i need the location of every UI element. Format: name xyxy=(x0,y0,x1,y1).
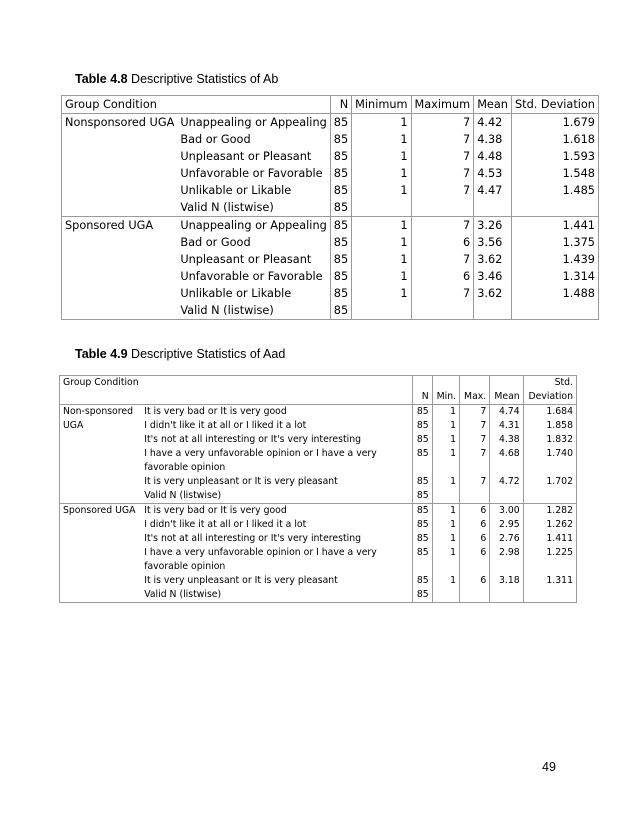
table-row xyxy=(62,268,599,285)
cell-minimum: 1 xyxy=(352,251,411,268)
header-min xyxy=(432,376,459,405)
header-mean-label: Mean xyxy=(494,391,520,402)
cell-min: 1 xyxy=(432,419,459,433)
cell-mean: 2.76 xyxy=(490,532,523,546)
cell-item: I didn't like it at all or I liked it a lot xyxy=(144,420,307,431)
cell-maximum: 7 xyxy=(411,285,474,302)
cell-maximum: 7 xyxy=(411,165,474,182)
cell-group xyxy=(62,131,178,148)
cell-minimum: 1 xyxy=(352,182,411,199)
cell-n: 85 xyxy=(330,131,351,148)
cell-n: 85 xyxy=(413,518,432,532)
cell-item: Bad or Good xyxy=(180,236,251,249)
cell-item: I have a very unfavorable opinion or I have a very favorable opinion xyxy=(144,448,377,473)
table-row xyxy=(60,475,577,489)
cell-std-deviation: 1.858 xyxy=(523,419,576,433)
header-mean: Mean xyxy=(474,96,512,114)
table-4-8 xyxy=(61,95,599,320)
cell-min xyxy=(432,588,459,603)
cell-group xyxy=(62,234,178,251)
cell-n: 85 xyxy=(330,268,351,285)
cell-n: 85 xyxy=(413,532,432,546)
cell-min: 1 xyxy=(432,433,459,447)
cell-n: 85 xyxy=(330,165,351,182)
table-row xyxy=(62,251,599,268)
cell-max: 7 xyxy=(460,433,490,447)
header-std-deviation xyxy=(523,376,576,405)
cell-minimum: 1 xyxy=(352,234,411,251)
cell-minimum xyxy=(352,302,411,320)
cell-item: Unfavorable or Favorable xyxy=(180,270,323,283)
cell-min: 1 xyxy=(432,475,459,489)
table-header-row xyxy=(62,96,599,114)
cell-max: 7 xyxy=(460,419,490,433)
cell-mean: 3.62 xyxy=(474,285,512,302)
cell-minimum: 1 xyxy=(352,114,411,132)
cell-min xyxy=(432,489,459,504)
cell-group xyxy=(60,489,142,504)
cell-mean: 3.00 xyxy=(490,504,523,519)
table-4-8-title: Descriptive Statistics of Ab xyxy=(127,72,279,86)
cell-maximum: 6 xyxy=(411,234,474,251)
cell-max xyxy=(460,489,490,504)
header-n-label: N xyxy=(421,391,429,402)
cell-n: 85 xyxy=(330,285,351,302)
cell-mean: 3.26 xyxy=(474,217,512,235)
cell-n: 85 xyxy=(413,574,432,588)
cell-std-deviation: 1.832 xyxy=(523,433,576,447)
table-row xyxy=(60,433,577,447)
cell-group xyxy=(62,251,178,268)
table-row xyxy=(60,574,577,588)
cell-std-deviation xyxy=(523,588,576,603)
cell-max xyxy=(460,588,490,603)
table-4-9 xyxy=(59,375,577,603)
cell-maximum: 7 xyxy=(411,251,474,268)
header-mean xyxy=(490,376,523,405)
cell-n: 85 xyxy=(413,405,432,420)
cell-std-deviation: 1.439 xyxy=(511,251,598,268)
cell-n: 85 xyxy=(413,588,432,603)
cell-group xyxy=(60,574,142,588)
cell-max: 6 xyxy=(460,518,490,532)
cell-n: 85 xyxy=(413,447,432,475)
cell-min: 1 xyxy=(432,518,459,532)
cell-std-deviation: 1.262 xyxy=(523,518,576,532)
cell-min: 1 xyxy=(432,546,459,574)
cell-item: It is very unpleasant or It is very pleasant xyxy=(144,575,338,586)
cell-mean: 2.98 xyxy=(490,546,523,574)
cell-group: Nonsponsored UGA xyxy=(65,116,175,129)
cell-std-deviation xyxy=(511,199,598,217)
cell-group xyxy=(62,199,178,217)
cell-group xyxy=(62,268,178,285)
cell-group xyxy=(60,532,142,546)
cell-group xyxy=(60,475,142,489)
cell-item: Unpleasant or Pleasant xyxy=(180,150,312,163)
cell-std-deviation: 1.679 xyxy=(511,114,598,132)
cell-std-deviation xyxy=(511,302,598,320)
table-4-9-caption xyxy=(75,347,285,361)
cell-item: Valid N (listwise) xyxy=(144,490,222,501)
cell-maximum: 7 xyxy=(411,182,474,199)
cell-std-deviation: 1.684 xyxy=(523,405,576,420)
cell-minimum xyxy=(352,199,411,217)
table-row xyxy=(60,532,577,546)
cell-std-deviation: 1.618 xyxy=(511,131,598,148)
table-row xyxy=(60,588,577,603)
cell-std-deviation xyxy=(523,489,576,504)
table-row xyxy=(62,148,599,165)
cell-std-deviation: 1.375 xyxy=(511,234,598,251)
table-row xyxy=(60,447,577,475)
cell-item: Valid N (listwise) xyxy=(180,201,274,214)
cell-minimum: 1 xyxy=(352,165,411,182)
group-label-line1: Non-sponsored xyxy=(63,406,133,417)
header-sd-line1: Std. xyxy=(554,377,573,388)
cell-n: 85 xyxy=(330,182,351,199)
table-row xyxy=(60,546,577,574)
cell-mean: 3.18 xyxy=(490,574,523,588)
cell-mean: 4.38 xyxy=(474,131,512,148)
cell-maximum xyxy=(411,199,474,217)
cell-item: Bad or Good xyxy=(180,133,251,146)
cell-item: Valid N (listwise) xyxy=(144,589,222,600)
cell-item: I didn't like it at all or I liked it a lot xyxy=(144,519,307,530)
cell-minimum: 1 xyxy=(352,268,411,285)
cell-std-deviation: 1.411 xyxy=(523,532,576,546)
header-max-label: Max. xyxy=(464,391,487,402)
cell-maximum: 6 xyxy=(411,268,474,285)
cell-max: 7 xyxy=(460,405,490,420)
cell-min: 1 xyxy=(432,405,459,420)
cell-std-deviation: 1.282 xyxy=(523,504,576,519)
cell-mean: 4.68 xyxy=(490,447,523,475)
cell-min: 1 xyxy=(432,532,459,546)
cell-item: Unappealing or Appealing xyxy=(177,217,330,235)
cell-n: 85 xyxy=(330,114,351,132)
cell-mean: 4.31 xyxy=(490,419,523,433)
cell-min: 1 xyxy=(432,574,459,588)
cell-mean: 2.95 xyxy=(490,518,523,532)
header-n: N xyxy=(330,96,351,114)
cell-n: 85 xyxy=(330,217,351,235)
cell-group xyxy=(62,165,178,182)
cell-std-deviation: 1.441 xyxy=(511,217,598,235)
cell-n: 85 xyxy=(413,546,432,574)
cell-n: 85 xyxy=(330,302,351,320)
cell-min: 1 xyxy=(432,447,459,475)
cell-group xyxy=(60,447,142,475)
cell-n: 85 xyxy=(330,251,351,268)
cell-group xyxy=(62,285,178,302)
table-row xyxy=(62,217,599,235)
cell-max: 7 xyxy=(460,475,490,489)
cell-item: Unpleasant or Pleasant xyxy=(180,253,312,266)
cell-mean xyxy=(474,199,512,217)
cell-group xyxy=(60,546,142,574)
group-label-line2: UGA xyxy=(63,420,84,431)
table-4-9-label: Table 4.9 xyxy=(75,347,128,361)
cell-maximum: 7 xyxy=(411,114,474,132)
cell-n: 85 xyxy=(413,433,432,447)
cell-mean: 4.53 xyxy=(474,165,512,182)
header-group-condition: Group Condition xyxy=(62,96,331,114)
cell-item: Unlikable or Likable xyxy=(180,287,292,300)
cell-group: Sponsored UGA xyxy=(62,217,178,235)
table-row xyxy=(62,114,599,132)
cell-item: Unlikable or Likable xyxy=(180,184,292,197)
cell-std-deviation: 1.548 xyxy=(511,165,598,182)
cell-mean: 4.38 xyxy=(490,433,523,447)
cell-n: 85 xyxy=(413,475,432,489)
header-min-label: Min. xyxy=(436,391,457,402)
cell-min: 1 xyxy=(432,504,459,519)
table-row xyxy=(62,131,599,148)
cell-item: Valid N (listwise) xyxy=(180,304,274,317)
cell-std-deviation: 1.593 xyxy=(511,148,598,165)
cell-minimum: 1 xyxy=(352,131,411,148)
cell-std-deviation: 1.485 xyxy=(511,182,598,199)
cell-mean xyxy=(474,302,512,320)
table-row xyxy=(62,199,599,217)
cell-item: Unappealing or Appealing xyxy=(180,116,327,129)
cell-mean xyxy=(490,489,523,504)
cell-item: I have a very unfavorable opinion or I have a very favorable opinion xyxy=(144,547,377,572)
header-sd-line2: Deviation xyxy=(528,391,573,402)
cell-n: 85 xyxy=(330,199,351,217)
cell-maximum: 7 xyxy=(411,148,474,165)
header-std-deviation: Std. Deviation xyxy=(511,96,598,114)
cell-mean: 3.46 xyxy=(474,268,512,285)
table-row xyxy=(62,234,599,251)
cell-n: 85 xyxy=(413,504,432,519)
cell-item: It is very unpleasant or It is very pleasant xyxy=(144,476,338,487)
table-row xyxy=(60,504,577,519)
header-minimum: Minimum xyxy=(352,96,411,114)
header-group-condition xyxy=(60,376,413,405)
cell-n: 85 xyxy=(330,148,351,165)
cell-group xyxy=(62,148,178,165)
cell-mean: 3.62 xyxy=(474,251,512,268)
header-max xyxy=(460,376,490,405)
cell-group xyxy=(60,433,142,447)
cell-std-deviation: 1.488 xyxy=(511,285,598,302)
header-group-label: Group Condition xyxy=(63,377,139,388)
cell-group xyxy=(60,405,142,434)
table-row xyxy=(60,489,577,504)
table-row xyxy=(62,165,599,182)
header-n xyxy=(413,376,432,405)
cell-mean: 4.42 xyxy=(474,114,512,132)
table-row xyxy=(62,182,599,199)
table-row xyxy=(62,285,599,302)
cell-group xyxy=(60,588,142,603)
cell-max: 6 xyxy=(460,574,490,588)
cell-std-deviation: 1.740 xyxy=(523,447,576,475)
cell-item: It's not at all interesting or It's very interesting xyxy=(144,434,361,445)
cell-mean: 4.48 xyxy=(474,148,512,165)
table-row xyxy=(62,302,599,320)
cell-minimum: 1 xyxy=(352,285,411,302)
table-row xyxy=(60,405,577,420)
cell-std-deviation: 1.702 xyxy=(523,475,576,489)
cell-mean: 4.47 xyxy=(474,182,512,199)
cell-max: 6 xyxy=(460,532,490,546)
table-header-row xyxy=(60,376,577,405)
cell-mean: 3.56 xyxy=(474,234,512,251)
cell-group xyxy=(60,504,142,533)
cell-item: It is very bad or It is very good xyxy=(141,504,413,519)
cell-std-deviation: 1.311 xyxy=(523,574,576,588)
cell-maximum: 7 xyxy=(411,131,474,148)
header-maximum: Maximum xyxy=(411,96,474,114)
cell-minimum: 1 xyxy=(352,148,411,165)
cell-mean xyxy=(490,588,523,603)
cell-group xyxy=(62,302,178,320)
cell-std-deviation: 1.314 xyxy=(511,268,598,285)
cell-max: 6 xyxy=(460,546,490,574)
table-4-8-label: Table 4.8 xyxy=(75,72,128,86)
cell-max: 7 xyxy=(460,447,490,475)
cell-maximum xyxy=(411,302,474,320)
group-label-line1: Sponsored UGA xyxy=(63,505,136,516)
cell-max: 6 xyxy=(460,504,490,519)
cell-n: 85 xyxy=(413,489,432,504)
page-number: 49 xyxy=(542,760,556,774)
cell-item: It is very bad or It is very good xyxy=(144,406,287,417)
cell-group xyxy=(62,182,178,199)
cell-item: It's not at all interesting or It's very interesting xyxy=(144,533,361,544)
cell-n: 85 xyxy=(330,234,351,251)
cell-mean: 4.74 xyxy=(490,405,523,420)
cell-n: 85 xyxy=(413,419,432,433)
table-4-8-caption xyxy=(75,72,278,86)
cell-mean: 4.72 xyxy=(490,475,523,489)
cell-std-deviation: 1.225 xyxy=(523,546,576,574)
cell-item: Unfavorable or Favorable xyxy=(180,167,323,180)
table-4-9-title: Descriptive Statistics of Aad xyxy=(127,347,286,361)
cell-minimum: 1 xyxy=(352,217,411,235)
cell-maximum: 7 xyxy=(411,217,474,235)
